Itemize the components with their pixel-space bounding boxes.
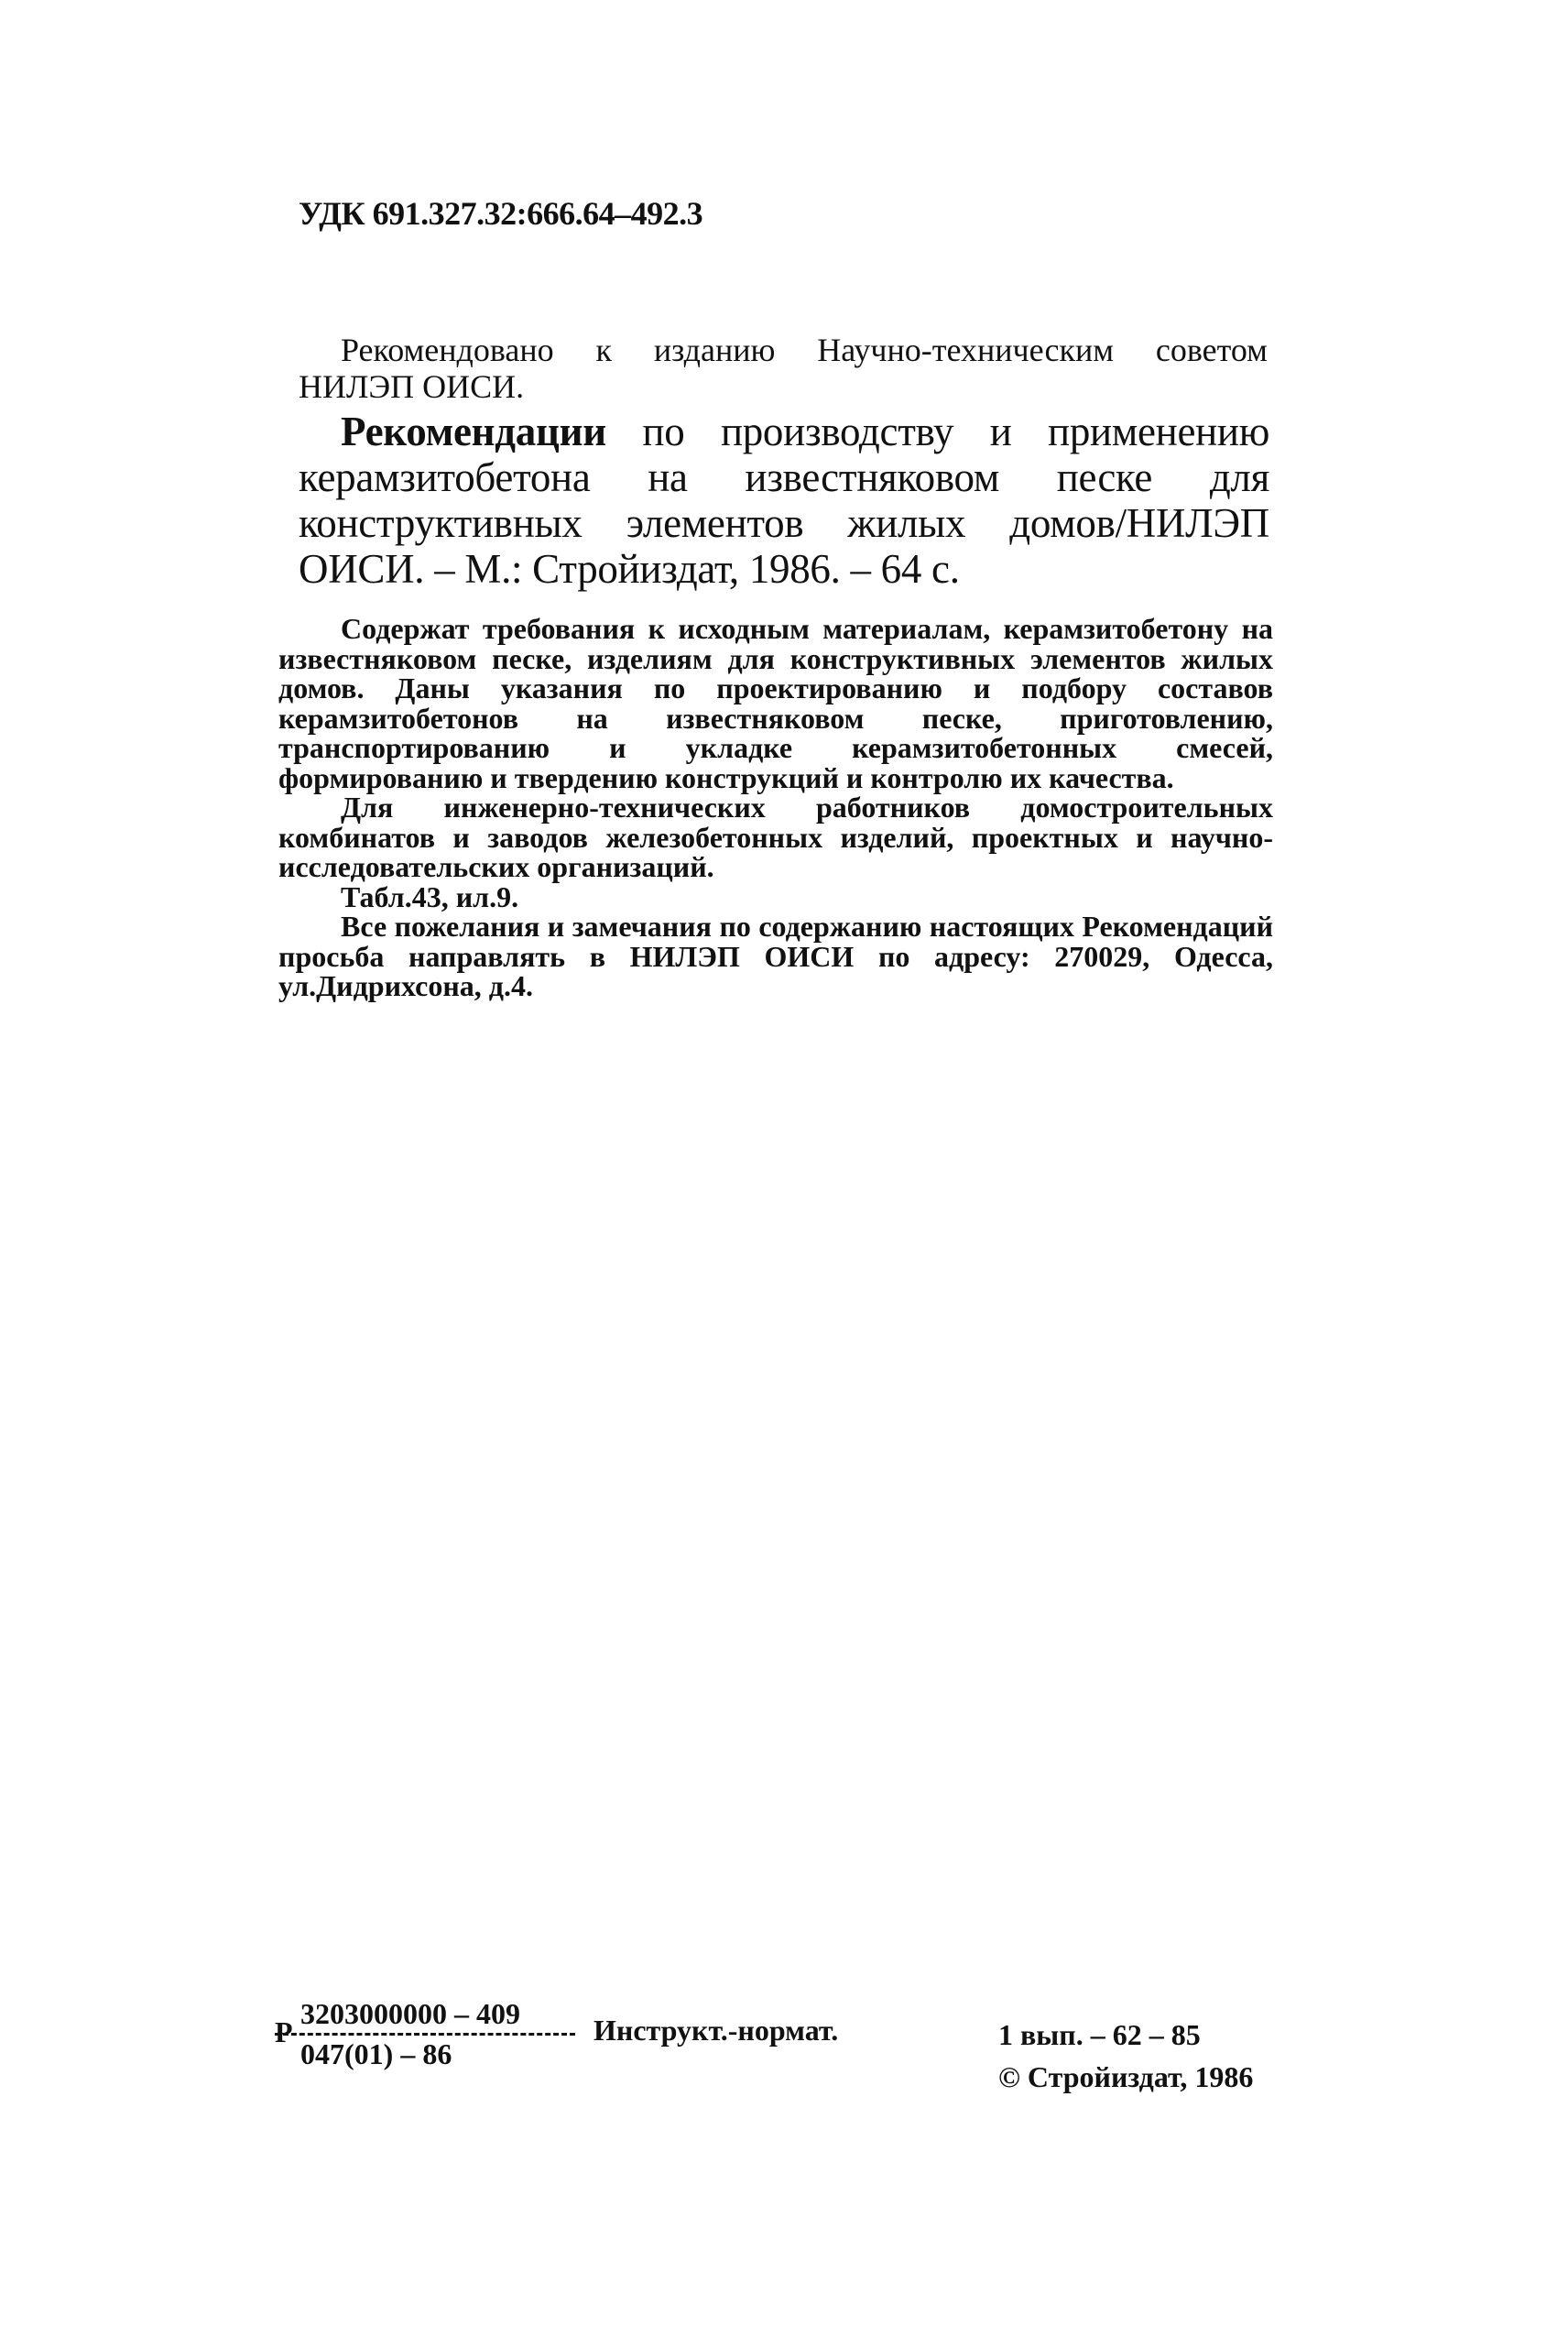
index-numerator: 3203000000 – 409 — [275, 1997, 575, 2036]
abstract-paragraph-4: Все пожелания и замечания по содержанию настоящих Рекомендаций просьба направлять в НИЛЭП ОИСИ по адресу: 270029, Одесса, ул.Дидрихсона, д.4. — [278, 910, 1273, 1002]
index-prefix: Р — [275, 2015, 293, 2048]
udk-code: УДК 691.327.32:666.64–492.3 — [299, 195, 703, 232]
recommendation-word: Научно-техническим — [817, 332, 1114, 368]
index-fraction — [275, 1997, 575, 2071]
recommendation-word: Рекомендовано — [341, 332, 554, 368]
copyright: © Стройиздат, 1986 — [998, 2060, 1254, 2093]
recommendation-line-2: НИЛЭП ОИСИ. — [299, 368, 525, 405]
abstract — [278, 614, 1273, 1001]
abstract-paragraph-3: Табл.43, ил.9. — [341, 879, 519, 913]
recommendation-word: к — [595, 332, 612, 368]
biblio-lead: Рекомендации — [341, 409, 606, 454]
publication-index — [275, 1997, 575, 2071]
bibliographic-description — [299, 409, 1269, 592]
issue-info: 1 вып. – 62 – 85 — [998, 2018, 1201, 2051]
recommendation-word: изданию — [653, 332, 776, 368]
recommendation-word: советом — [1155, 332, 1268, 368]
abstract-paragraph-1: Содержат требования к исходным материалам, керамзитобетону на известняковом песке, изделиям для конструктивных элементов жилых домов. Даны указания по проектированию и подбору составов керамзитобетонов на известняковом песке, приготовлению, транспортированию и укладке керамзитобетонных смесей, формированию и твердению конструкций и контролю их качества. — [278, 612, 1273, 794]
index-denominator: 047(01) – 86 — [300, 2037, 452, 2070]
abstract-paragraph-2: Для инженерно-технических работников домостроительных комбинатов и заводов железобетонных изделий, проектных и научно-исследовательских организаций. — [278, 791, 1273, 883]
biblio-rest: по производству и применению керамзитобетона на известняковом песке для конструктивных элементов жилых домов/НИЛЭП ОИСИ. – М.: Стройиздат, 1986. – 64 с. — [299, 409, 1270, 592]
recommendation-note — [299, 332, 1268, 405]
publication-imprint — [998, 2014, 1253, 2098]
recommendation-line-1 — [341, 332, 1268, 368]
publication-category: Инструкт.-нормат. — [593, 2014, 839, 2047]
